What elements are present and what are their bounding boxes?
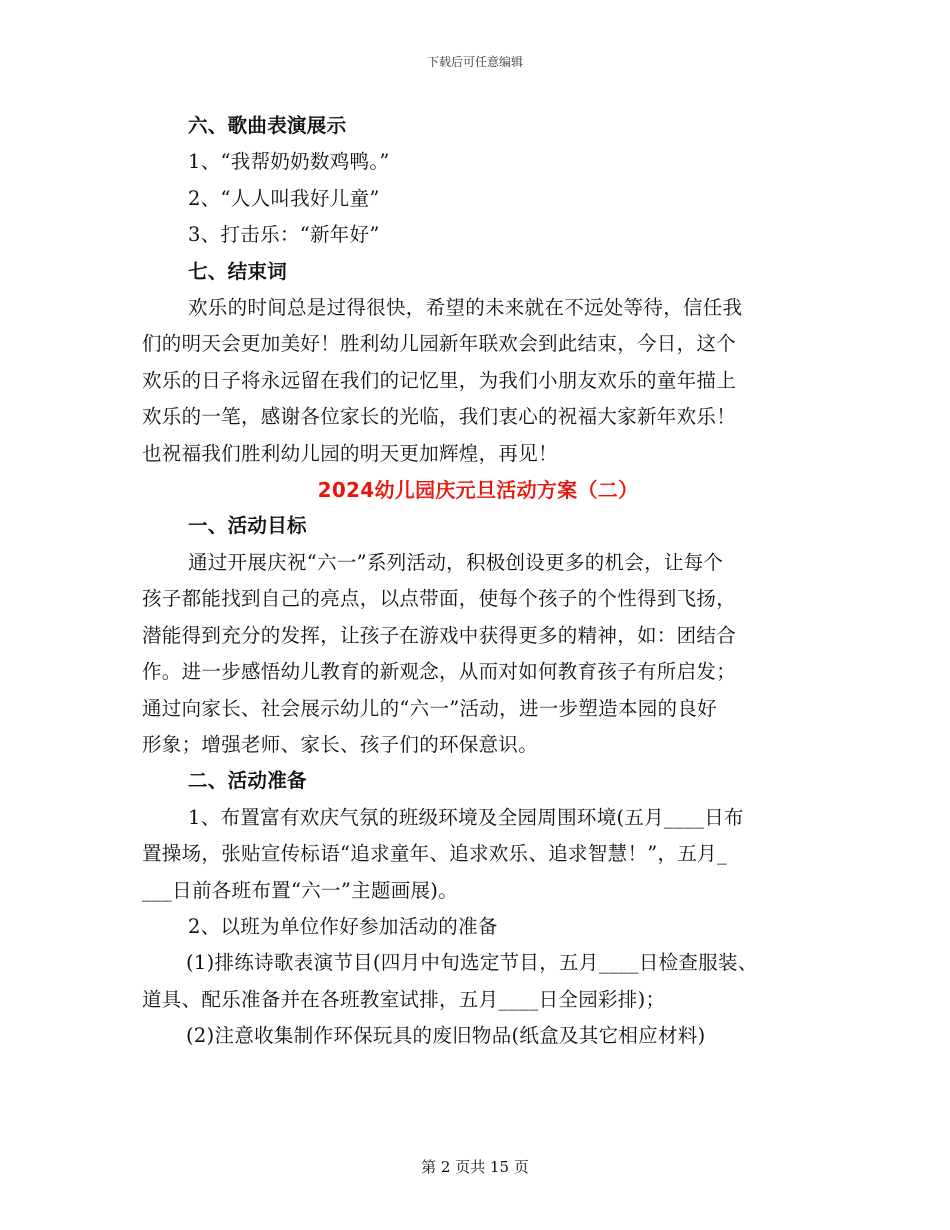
- paragraph-line: 2、以班为单位作好参加活动的准备: [188, 914, 498, 938]
- page-number-footer: 第 2 页共 15 页: [421, 1158, 529, 1176]
- paragraph-line: 通过开展庆祝“六一”系列活动，积极创设更多的机会，让每个: [188, 550, 724, 574]
- document-title: 2024幼儿园庆元旦活动方案（二）: [317, 478, 639, 503]
- section-heading-6: 六、歌曲表演展示: [188, 114, 347, 137]
- paragraph-line: 孩子都能找到自己的亮点，以点带面，使每个孩子的个性得到飞扬，: [142, 587, 737, 611]
- paragraph-line: 欢乐的时间总是过得很快，希望的未来就在不远处等待，信任我: [188, 296, 743, 320]
- paragraph-line: 们的明天会更加美好！胜利幼儿园新年联欢会到此结束，今日，这个: [142, 332, 737, 356]
- paragraph-line: 1、布置富有欢庆气氛的班级环境及全园周围环境(五月____日布: [188, 805, 744, 829]
- list-item: 2、“人人叫我好儿童”: [188, 186, 380, 210]
- section-heading-2: 二、活动准备: [188, 769, 307, 793]
- paragraph-line: 通过向家长、社会展示幼儿的“六一”活动，进一步塑造本园的良好: [142, 696, 717, 720]
- paragraph-line: 也祝福我们胜利幼儿园的明天更加辉煌，再见！: [142, 441, 558, 465]
- paragraph-line: (2)注意收集制作环保玩具的废旧物品(纸盒及其它相应材料): [186, 1024, 706, 1048]
- paragraph-line: 道具、配乐准备并在各班教室试排，五月____日全园彩排)；: [142, 987, 666, 1011]
- paragraph-line: 潜能得到充分的发挥，让孩子在游戏中获得更多的精神，如：团结合: [142, 623, 737, 647]
- list-item: 1、“我帮奶奶数鸡鸭。”: [188, 150, 390, 174]
- section-heading-1: 一、活动目标: [188, 514, 307, 538]
- header-note: 下载后可任意编辑: [426, 55, 523, 69]
- document-body: [142, 108, 814, 1055]
- list-item: 3、打击乐：“新年好”: [188, 223, 380, 247]
- paragraph-line: ___日前各班布置“六一”主题画展)。: [142, 878, 458, 902]
- paragraph-line: 欢乐的一笔，感谢各位家长的光临，我们衷心的祝福大家新年欢乐！: [142, 405, 737, 429]
- paragraph-line: 欢乐的日子将永远留在我们的记忆里，为我们小朋友欢乐的童年描上: [142, 368, 737, 392]
- paragraph-line: (1)排练诗歌表演节目(四月中旬选定节目，五月____日检查服装、: [186, 951, 758, 975]
- paragraph-line: 作。进一步感悟幼儿教育的新观念，从而对如何教育孩子有所启发；: [142, 660, 737, 684]
- paragraph-line: 置操场，张贴宣传标语“追求童年、追求欢乐、追求智慧！”，五月_: [142, 842, 727, 866]
- section-heading-7: 七、结束词: [188, 259, 288, 283]
- paragraph-line: 形象；增强老师、家长、孩子们的环保意识。: [142, 732, 539, 756]
